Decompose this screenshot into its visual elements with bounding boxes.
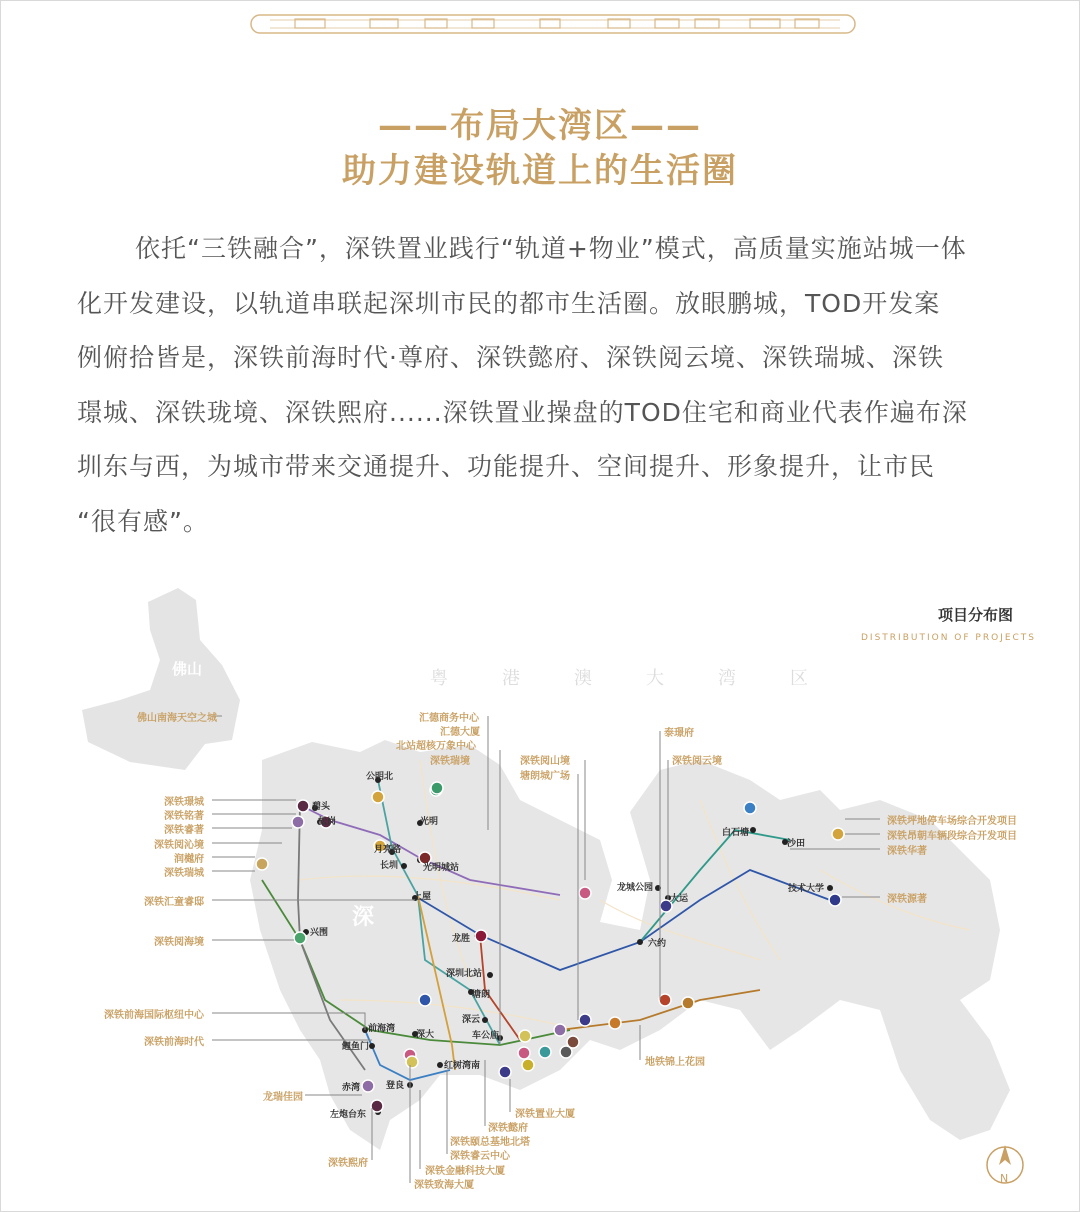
paragraph-line: 圳东与西，为城市带来交通提升、功能提升、空间提升、形象提升，让市民 xyxy=(77,452,936,481)
legend-subtitle: DISTRIBUTION OF PROJECTS xyxy=(861,633,1037,643)
project-label: 深铁致海大厦 xyxy=(414,1180,474,1191)
region-char: 港 xyxy=(502,668,520,689)
paragraph-line: 依托“三铁融合”，深铁置业践行“轨道+物业”模式，高质量实施站城一体 xyxy=(135,234,967,263)
project-label: 泰璟府 xyxy=(664,728,694,739)
legend-title: 项目分布图 xyxy=(938,606,1014,624)
project-label: 深铁坪地停车场综合开发项目 xyxy=(887,816,1017,827)
station-label: 长圳 xyxy=(380,861,399,871)
project-label: 深铁置业大厦 xyxy=(515,1109,575,1120)
project-label: 佛山南海天空之城 xyxy=(137,713,217,724)
project-label: 深铁阅海境 xyxy=(154,937,204,948)
project-label: 深铁颐总基地北塔 xyxy=(450,1137,530,1148)
project-label: 深铁璟城 xyxy=(164,797,204,808)
paragraph-line: “很有感”。 xyxy=(77,506,209,536)
project-label: 深铁睿云中心 xyxy=(450,1151,510,1162)
station-label: 光明 xyxy=(420,817,439,827)
project-label: 深铁瑞境 xyxy=(430,756,470,767)
project-label: 深铁华著 xyxy=(887,846,927,857)
compass-label: N xyxy=(1000,1172,1009,1185)
project-label: 深铁前海时代 xyxy=(144,1037,204,1048)
project-label: 深铁阅沁境 xyxy=(154,840,204,851)
foshan-region xyxy=(82,588,240,770)
station-label: 技术大学 xyxy=(788,884,825,894)
project-label: 深铁瑞城 xyxy=(164,868,204,879)
paragraph-line: 化开发建设，以轨道串联起深圳市民的都市生活圈。放眼鹏城，TOD开发案 xyxy=(77,288,941,318)
station-label: 碧头 xyxy=(312,802,331,812)
project-label: 深铁前海国际枢纽中心 xyxy=(104,1010,204,1021)
station-label: 大运 xyxy=(670,894,689,904)
project-label: 龙瑞佳园 xyxy=(263,1092,303,1103)
project-label: 深铁源著 xyxy=(887,894,927,905)
station-label: 公明北 xyxy=(366,772,394,782)
section-title: ——布局大湾区—— xyxy=(378,106,702,146)
station-label: 赤湾 xyxy=(342,1083,361,1093)
project-label: 深铁铭著 xyxy=(164,811,204,822)
foshan-label: 佛山 xyxy=(172,660,203,678)
section-subtitle: 助力建设轨道上的生活圈 xyxy=(342,151,738,191)
region-char: 大 xyxy=(646,668,664,689)
station-label: 深圳北站 xyxy=(446,969,483,979)
station-label: 白石塘 xyxy=(722,828,750,838)
station-label: 塘朗 xyxy=(472,990,491,1000)
paragraph-line: 璟城、深铁珑境、深铁熙府......深铁置业操盘的TOD住宅和商业代表作遍布深 xyxy=(77,397,968,427)
station-label: 龙城公园 xyxy=(617,883,654,893)
station-label: 车公庙 xyxy=(472,1031,500,1041)
region-char: 区 xyxy=(790,668,808,689)
station-label: 左炮台东 xyxy=(330,1110,367,1120)
project-label: 深铁懿府 xyxy=(488,1123,528,1134)
project-label: 深铁阅云境 xyxy=(672,756,722,767)
project-label: 北站超核万象中心 xyxy=(396,741,476,752)
station-label: 龙胜 xyxy=(452,934,471,944)
station-label: 深云 xyxy=(462,1015,481,1025)
station-label: 月亮路 xyxy=(374,845,402,855)
paragraph-line: 例俯拾皆是，深铁前海时代·尊府、深铁懿府、深铁阅云境、深铁瑞城、深铁 xyxy=(77,343,944,372)
station-label: 深大 xyxy=(416,1030,435,1040)
project-label: 汇德商务中心 xyxy=(419,713,479,724)
station-label: 前海湾 xyxy=(368,1024,396,1034)
station-label: 松岗 xyxy=(318,817,337,827)
project-label: 深铁汇童睿邸 xyxy=(144,897,204,908)
station-label: 上屋 xyxy=(413,892,432,902)
project-label: 深铁熙府 xyxy=(328,1158,368,1169)
project-label: 汇德大厦 xyxy=(440,727,480,738)
project-label: 深铁昂朝车辆段综合开发项目 xyxy=(887,831,1017,842)
station-label: 光明城站 xyxy=(423,863,460,873)
region-char: 澳 xyxy=(574,668,592,689)
shenzhen-label: 深 xyxy=(352,905,375,930)
project-label: 塘朗城广场 xyxy=(520,771,570,782)
project-label: 深铁睿著 xyxy=(164,825,204,836)
region-char: 粤 xyxy=(430,668,448,689)
station-label: 鲤鱼门 xyxy=(342,1042,370,1052)
station-label: 沙田 xyxy=(787,839,806,849)
region-char: 湾 xyxy=(718,668,736,689)
project-label: 深铁金融科技大厦 xyxy=(425,1166,505,1177)
project-label: 深铁阅山境 xyxy=(520,756,570,767)
project-label: 润樾府 xyxy=(174,854,204,865)
station-label: 六约 xyxy=(648,939,667,949)
station-label: 兴围 xyxy=(310,928,329,938)
station-label: 红树湾南 xyxy=(444,1061,481,1071)
station-label: 登良 xyxy=(386,1081,405,1091)
project-label: 地铁锦上花园 xyxy=(645,1057,705,1068)
